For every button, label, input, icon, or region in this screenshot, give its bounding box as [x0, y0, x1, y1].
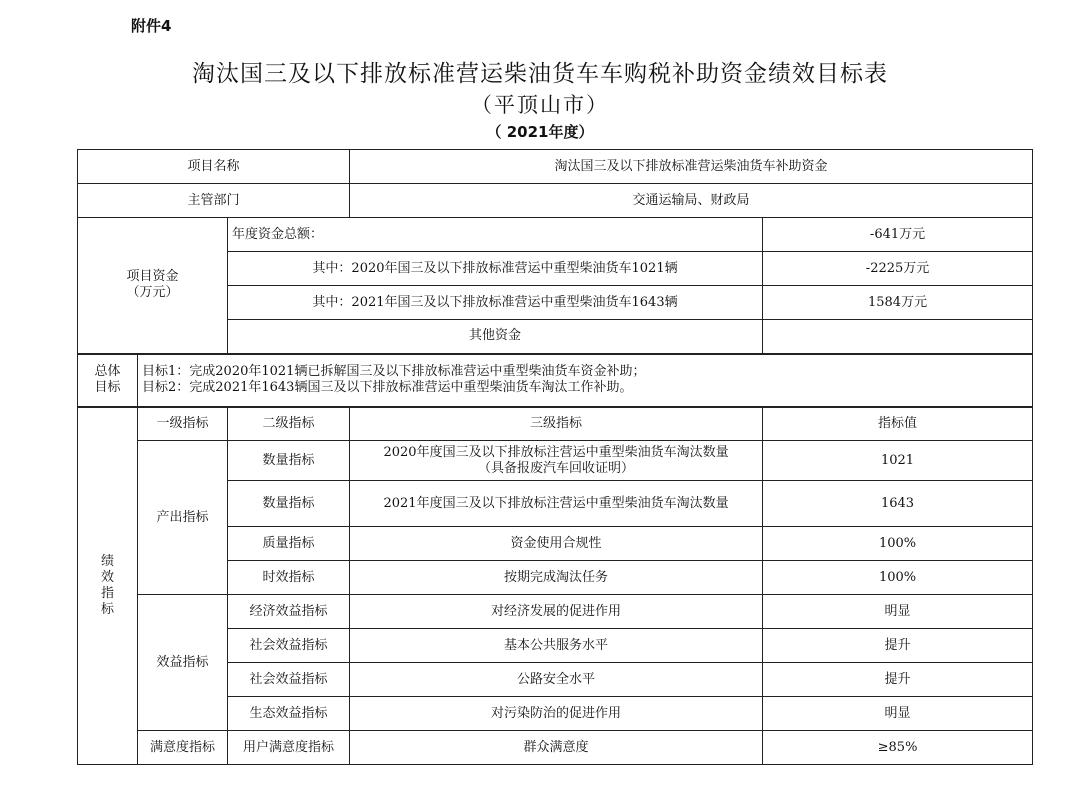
level3-cell: 公路安全水平 [350, 663, 763, 697]
value-cell: 100% [763, 527, 1033, 561]
header-level1: 一级指标 [138, 407, 228, 441]
value-cell: 提升 [763, 663, 1033, 697]
header-value: 指标值 [763, 407, 1033, 441]
satisfaction-indicator-label: 满意度指标 [138, 731, 228, 765]
level3-cell: 资金使用合规性 [350, 527, 763, 561]
value-cell: 提升 [763, 629, 1033, 663]
overall-goal-label-line2: 目标 [94, 380, 121, 395]
level2-cell: 经济效益指标 [228, 595, 350, 629]
level2-cell: 社会效益指标 [228, 663, 350, 697]
level2-cell: 数量指标 [228, 441, 350, 481]
funds-item-value: -641万元 [763, 218, 1033, 252]
level2-cell: 数量指标 [228, 481, 350, 527]
indicator-header-row [78, 407, 1033, 441]
level3-note: （具备报废汽车回收证明） [478, 460, 635, 476]
output-indicator-label: 产出指标 [138, 441, 228, 595]
level2-cell: 时效指标 [228, 561, 350, 595]
side-char: 效 [100, 569, 114, 585]
indicator-row [78, 595, 1033, 629]
performance-target-table [77, 149, 1033, 765]
level2-cell: 社会效益指标 [228, 629, 350, 663]
department-row [78, 184, 1033, 218]
funds-label [78, 218, 228, 354]
performance-indicator-label [78, 407, 138, 765]
project-name-row [78, 150, 1033, 184]
level2-cell: 质量指标 [228, 527, 350, 561]
overall-goal-text [138, 354, 1033, 407]
level3-cell: 群众满意度 [350, 731, 763, 765]
header-level3: 三级指标 [350, 407, 763, 441]
value-cell: 明显 [763, 595, 1033, 629]
page-title: 淘汰国三及以下排放标准营运柴油货车车购税补助资金绩效目标表 [192, 61, 888, 87]
side-char: 绩 [100, 553, 114, 569]
value-cell: 1643 [763, 481, 1033, 527]
funds-label-line1: 项目资金 [126, 269, 179, 285]
funds-item-value: -2225万元 [763, 252, 1033, 286]
goal-line-1: 目标1：完成2020年1021辆已拆解国三及以下排放标准营运中重型柴油货车资金补助； [142, 364, 646, 379]
benefit-indicator-label: 效益指标 [138, 595, 228, 731]
year-label: （ 2021年度） [486, 123, 594, 141]
overall-goal-row [78, 354, 1033, 407]
funds-item-label: 年度资金总额： [228, 218, 763, 252]
value-cell: 1021 [763, 441, 1033, 481]
level3-line: 2020年度国三及以下排放标注营运中重型柴油货车淘汰数量 [383, 444, 729, 460]
department-label: 主管部门 [78, 184, 350, 218]
value-cell: ≥85% [763, 731, 1033, 765]
value-cell: 明显 [763, 697, 1033, 731]
indicator-row [78, 731, 1033, 765]
funds-item-label: 其中：2021年国三及以下排放标准营运中重型柴油货车1643辆 [228, 286, 763, 320]
level3-cell: 基本公共服务水平 [350, 629, 763, 663]
overall-goal-label [78, 354, 138, 407]
level3-cell [350, 441, 763, 481]
indicator-row [78, 441, 1033, 481]
side-char: 指 [100, 585, 114, 601]
level3-cell: 2021年度国三及以下排放标注营运中重型柴油货车淘汰数量 [350, 481, 763, 527]
project-name-value: 淘汰国三及以下排放标准营运柴油货车补助资金 [350, 150, 1033, 184]
funds-item-label: 其他资金 [228, 320, 763, 354]
header-level2: 二级指标 [228, 407, 350, 441]
funds-label-line2: （万元） [126, 285, 179, 301]
project-name-label: 项目名称 [78, 150, 350, 184]
funds-item-value: 1584万元 [763, 286, 1033, 320]
value-cell: 100% [763, 561, 1033, 595]
attachment-label: 附件4 [131, 17, 172, 35]
funds-row [78, 218, 1033, 252]
funds-item-label: 其中：2020年国三及以下排放标准营运中重型柴油货车1021辆 [228, 252, 763, 286]
level3-cell: 按期完成淘汰任务 [350, 561, 763, 595]
goal-line-2: 目标2：完成2021年1643辆国三及以下排放标准营运中重型柴油货车淘汰工作补助。 [142, 380, 633, 395]
level3-cell: 对污染防治的促进作用 [350, 697, 763, 731]
level2-cell: 生态效益指标 [228, 697, 350, 731]
side-char: 标 [100, 601, 114, 617]
page-subtitle: （平顶山市） [471, 93, 609, 117]
level3-cell: 对经济发展的促进作用 [350, 595, 763, 629]
overall-goal-label-line1: 总体 [94, 364, 121, 379]
funds-item-value [763, 320, 1033, 354]
level2-cell: 用户满意度指标 [228, 731, 350, 765]
department-value: 交通运输局、财政局 [350, 184, 1033, 218]
